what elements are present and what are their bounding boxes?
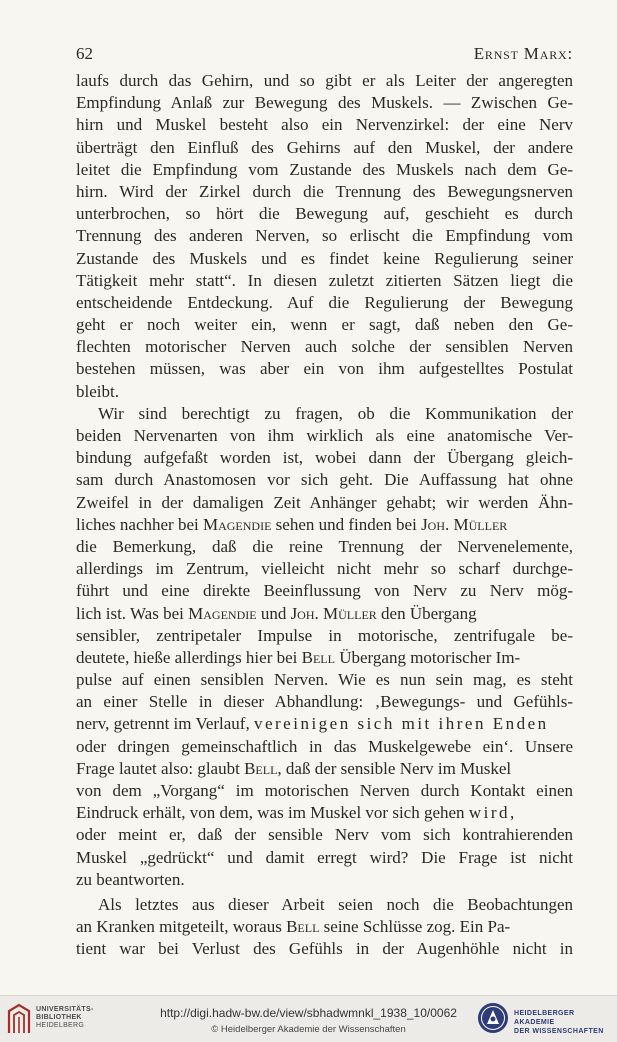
academy-name-line: DER WISSENSCHAFTEN [514,1028,604,1035]
permalink-url[interactable]: http://digi.hadw-bw.de/view/sbhadwmnkl_1938_10/0062 [160,1006,457,1020]
text-segment: sehen und finden bei [271,514,422,534]
text-segment: , [509,803,515,823]
body-text [76,70,573,961]
text-line: bindung aufgefaßt worden ist, wobei dann der Übergang gleich- [76,448,573,468]
text-segment: , daß der sensible Nerv im Muskel [277,758,512,778]
text-line: sam durch Anastomosen vor sich geht. Die Auffassung hat ohne [76,470,573,490]
text-segment: an Kranken mitgeteilt, woraus [76,917,287,937]
text-line: oder dringen gemeinschaftlich in das Muskelgewebe ein‘. Unsere [76,736,573,756]
text-line: oder meint er, daß der sensible Nerv vom sich kontrahierenden [76,825,573,845]
author-name: Magendie [202,514,272,534]
text-segment: deutete, hieße allerdings hier bei [76,647,302,667]
author-name: Bell [286,917,320,937]
copyright-notice: © Heidelberger Akademie der Wissenschaften [211,1024,406,1035]
author-name: Joh. Müller [290,603,377,623]
text-line: hirn. Wird der Zirkel durch die Trennung des Bewegungsnerven [76,181,573,201]
text-line: entscheidende Entdeckung. Auf die Regulierung der Bewegung [76,292,573,312]
text-segment: den Übergang [376,603,477,623]
text-line: flechten motorischer Nerven auch solche der sensiblen Nerven [76,337,573,357]
text-line [76,514,573,536]
text-line: Tätigkeit mehr statt“. In diesen zuletzt zitierten Sätzen liegt die [76,270,573,290]
library-name-line: HEIDELBERG [36,1022,85,1029]
text-line: überträgt den Einfluß des Gehirns auf den Muskel, der andere [76,137,573,157]
text-segment: liches nachher bei [76,514,203,534]
text-line [76,647,573,669]
text-segment: Eindruck erhält, von dem, was im Muskel vor sich gehen [76,803,469,823]
text-line: Zustande des Muskels und es findet keine Regulierung seiner [76,248,573,268]
emphasized-text: wird [468,803,510,823]
text-segment: Frage lautet also: glaubt [76,758,245,778]
text-line: Als letztes aus dieser Arbeit seien noch die Beobachtungen [98,894,573,914]
academy-seal-icon [477,1002,509,1034]
text-line: bestehen müssen, was aber ein von ihm aufgestelltes Postulat [76,359,573,379]
text-line: Empfindung Anlaß zur Bewegung des Muskels. — Zwischen Ge- [76,93,573,113]
text-segment: und [256,603,291,623]
text-line: an einer Stelle in dieser Abhandlung: ‚Bewegungs- und Gefühls- [76,692,573,712]
text-line: Muskel „gedrückt“ und damit erregt wird? Die Frage ist nicht [76,847,573,867]
text-line [76,916,573,938]
text-line: tient war bei Verlust des Gefühls in der Augenhöhle nicht in [76,939,573,959]
page-header [76,44,573,66]
text-line: von dem „Vorgang“ im motorischen Nerven durch Kontakt einen [76,781,573,800]
page-number: 62 [76,44,93,63]
text-line: laufs durch das Gehirn, und so gibt er als Leiter der angeregten [76,71,573,90]
emphasized-text: vereinigen sich mit ihren Enden [253,714,549,734]
text-line: Zweifel in der damaligen Zeit Anhänger gehabt; wir werden Ähn- [76,492,573,512]
text-line: Wir sind berechtigt zu fragen, ob die Kommunikation der [98,403,573,423]
author-name: Bell [244,758,278,778]
text-segment: lich ist. Was bei [76,603,189,623]
text-segment: seine Schlüsse zog. Ein Pa- [319,917,511,937]
academy-name-line: HEIDELBERGER AKADEMIE [514,1010,575,1026]
text-line: sensibler, zentripetaler Impulse in motorische, zentrifugale be- [76,625,573,645]
text-line [76,603,573,625]
text-line: die Bemerkung, daß die reine Trennung der Nervenelemente, [76,536,573,556]
text-line: pulse auf einen sensiblen Nerven. Wie es nun sein mag, es steht [76,670,573,690]
text-line: Trennung des anderen Nerven, so erlischt die Empfindung vom [76,226,573,246]
text-line: allerdings im Zentrum, vielleicht nicht mehr so scharf durchge- [76,559,573,579]
text-line [76,713,573,735]
author-name: Bell [301,647,335,667]
author-name: Joh. Müller [421,514,508,534]
library-name-line: BIBLIOTHEK [36,1014,82,1021]
text-line: unterbrochen, so hört die Bewegung auf, geschieht es durch [76,204,573,224]
author-name: Magendie [188,603,257,623]
academy-name [514,1009,617,1036]
library-name-line: UNIVERSITÄTS- [36,1006,94,1013]
text-line: geht er noch weiter ein, wenn er sagt, daß neben den Ge- [76,315,573,335]
text-line: hirn und Muskel besteht also ein Nervenzirkel: der eine Nerv [76,115,573,135]
text-line: bleibt. [76,381,119,401]
text-line [76,802,573,824]
text-line: führt und eine direkte Beeinflussung von Nerv zu Nerv mög- [76,581,573,601]
text-segment: nerv, getrennt im Verlauf, [76,714,254,734]
text-line [76,758,573,780]
text-line: leitet die Empfindung vom Zustande des Muskels nach dem Ge- [76,159,573,179]
text-segment: Übergang motorischer Im- [334,647,521,667]
viewer-footer [0,995,617,1042]
running-head: Ernst Marx: [473,44,573,63]
text-line: beiden Nervenarten von ihm wirklich als eine anatomische Ver- [76,426,573,445]
text-line: zu beantworten. [76,869,185,889]
